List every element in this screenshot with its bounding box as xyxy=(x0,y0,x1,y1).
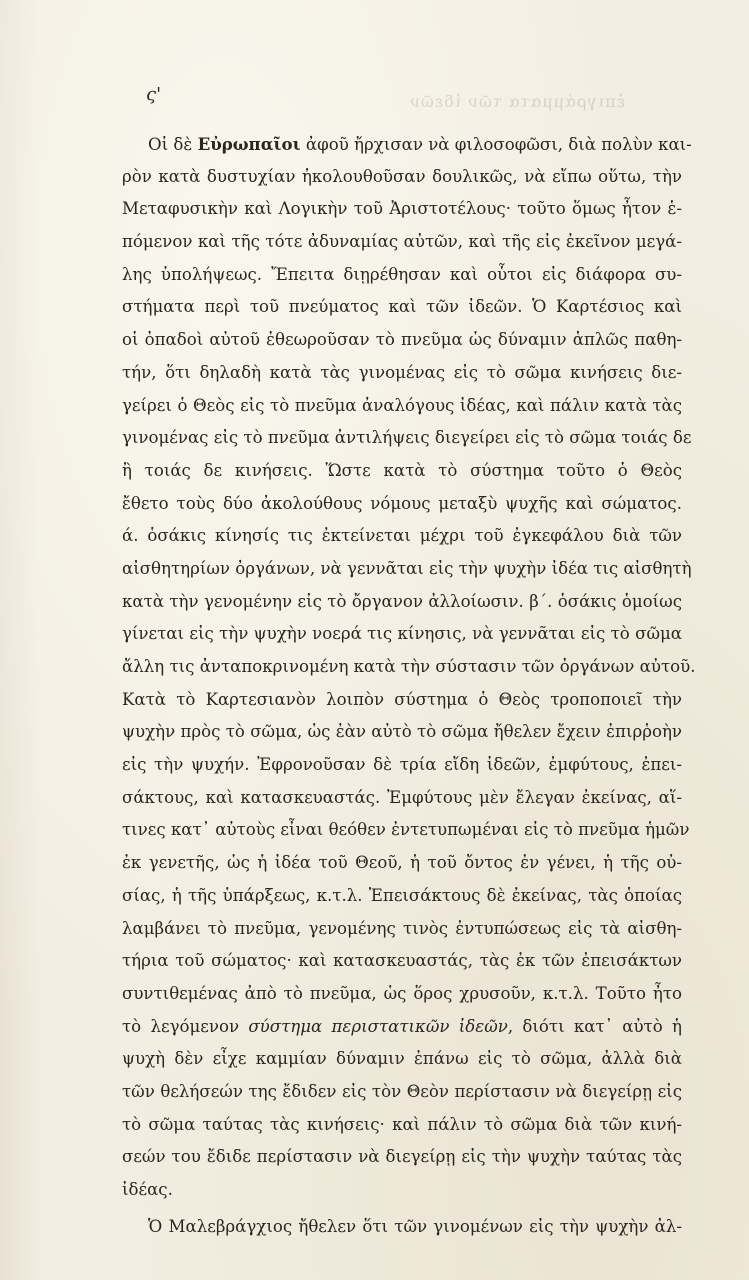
bleed-through-text: ἐπιγράμματα τῶν ἰδεῶν xyxy=(409,92,626,111)
text-line: τινες κατ᾽ αὐτοὺς εἶναι θεόθεν ἐντετυπωμέναι εἰς τὸ πνεῦμα ἡμῶν xyxy=(122,820,690,840)
text-line: κατὰ τὴν γενομένην εἰς τὸ ὄργανον ἀλλοίωσιν. β΄. ὁσάκις ὁμοίως xyxy=(122,591,682,611)
text-line: ψυχὴ δὲν εἶχε καμμίαν δύναμιν ἐπάνω εἰς τὸ σῶμα, ἀλλὰ διὰ xyxy=(122,1049,682,1069)
text-line: Κατὰ τὸ Καρτεσιανὸν λοιπὸν σύστημα ὁ Θεὸς τροποποιεῖ τὴν xyxy=(122,689,682,709)
text-line: ἄλλη τις ἀνταποκρινομένη κατὰ τὴν σύστασιν τῶν ὀργάνων αὐτοῦ. xyxy=(122,657,696,676)
text-line: τήν, ὅτι δηλαδὴ κατὰ τὰς γινομένας εἰς τὸ σῶμα κινήσεις διε- xyxy=(122,362,682,382)
text-line: Οἱ δὲ Εὐρωπαῖοι ἀφοῦ ἤρχισαν νὰ φιλοσοφῶσι, διὰ πολὺν και- xyxy=(148,134,692,154)
text-line: γείρει ὁ Θεὸς εἰς τὸ πνεῦμα ἀναλόγους ἰδέας, καὶ πάλιν κατὰ τὰς xyxy=(122,395,682,415)
text-line: πόμενον καὶ τῆς τότε ἀδυναμίας αὐτῶν, καὶ τῆς εἰς ἐκεῖνον μεγά- xyxy=(122,232,682,252)
text-line: σίας, ἡ τῆς ὑπάρξεως, κ.τ.λ. Ἐπεισάκτους δὲ ἐκείνας, τὰς ὁποίας xyxy=(122,885,682,905)
italic-term: σύστημα περιστατικῶν ἰδεῶν xyxy=(248,1016,508,1036)
text-line: αἰσθητηρίων ὀργάνων, νὰ γεννᾶται εἰς τὴν ψυχὴν ἰδέα τις αἰσθητὴ xyxy=(122,558,692,578)
text-line: ἔθετο τοὺς δύο ἀκολούθους νόμους μεταξὺ ψυχῆς καὶ σώματος. xyxy=(122,493,682,513)
text-line: ἢ τοιάς δε κινήσεις. Ὥστε κατὰ τὸ σύστημα τοῦτο ὁ Θεὸς xyxy=(122,460,682,480)
body-text xyxy=(122,128,696,1243)
text-line: Ὁ Μαλεβράγχιος ἤθελεν ὅτι τῶν γινομένων εἰς τὴν ψυχὴν ἀλ- xyxy=(148,1216,682,1236)
text-line: στήματα περὶ τοῦ πνεύματος καὶ τῶν ἰδεῶν. Ὁ Καρτέσιος καὶ xyxy=(122,297,682,317)
text-line: ἰδέας. xyxy=(122,1180,173,1199)
text-line: συντιθεμένας ἀπὸ τὸ πνεῦμα, ὡς ὅρος χρυσοῦν, κ.τ.λ. Τοῦτο ἦτο xyxy=(122,983,682,1003)
text-line: εἰς τὴν ψυχήν. Ἐφρονοῦσαν δὲ τρία εἴδη ἰδεῶν, ἐμφύτους, ἐπει- xyxy=(122,755,682,775)
text-line: σάκτους, καὶ κατασκευαστάς. Ἐμφύτους μὲν ἔλεγαν ἐκείνας, αἵ- xyxy=(122,787,682,807)
text-line: γίνεται εἰς τὴν ψυχὴν νοερά τις κίνησις, νὰ γεννᾶται εἰς τὸ σῶμα xyxy=(122,624,682,644)
text-line: λαμβάνει τὸ πνεῦμα, γενομένης τινὸς ἐντυπώσεως εἰς τὰ αἰσθη- xyxy=(122,918,682,938)
text-line: σεών του ἔδιδε περίστασιν νὰ διεγείρῃ εἰς τὴν ψυχὴν ταύτας τὰς xyxy=(122,1147,682,1167)
page-number: ς' xyxy=(146,84,162,105)
text-line: ρὸν κατὰ δυστυχίαν ἠκολουθοῦσαν δουλικῶς, νὰ εἴπω οὕτω, τὴν xyxy=(122,166,682,186)
text-line: ἐκ γενετῆς, ὡς ἡ ἰδέα τοῦ Θεοῦ, ἡ τοῦ ὄντος ἐν γένει, ἡ τῆς οὐ- xyxy=(122,853,682,873)
text-line: Μεταφυσικὴν καὶ Λογικὴν τοῦ Ἀριστοτέλους· τοῦτο ὅμως ἦτον ἑ- xyxy=(122,199,682,219)
text-line: τὸ λεγόμενον σύστημα περιστατικῶν ἰδεῶν, διότι κατ᾽ αὐτὸ ἡ xyxy=(122,1016,682,1036)
text-line: ψυχὴν πρὸς τὸ σῶμα, ὡς ἐὰν αὐτὸ τὸ σῶμα ἤθελεν ἔχειν ἐπιρῥοὴν xyxy=(122,722,682,742)
text-line: οἱ ὀπαδοὶ αὐτοῦ ἐθεωροῦσαν τὸ πνεῦμα ὡς δύναμιν ἁπλῶς παθη- xyxy=(122,330,682,350)
text-line: γινομένας εἰς τὸ πνεῦμα ἀντιλήψεις διεγείρει εἰς τὸ σῶμα τοιάς δε xyxy=(122,428,692,448)
text-line: τήρια τοῦ σώματος· καὶ κατασκευαστάς, τὰς ἐκ τῶν ἐπεισάκτων xyxy=(122,951,682,971)
text-line: ά. ὁσάκις κίνησίς τις ἐκτείνεται μέχρι τοῦ ἐγκεφάλου διὰ τῶν xyxy=(122,526,682,546)
text-line: τὸ σῶμα ταύτας τὰς κινήσεις· καὶ πάλιν τὸ σῶμα διὰ τῶν κινή- xyxy=(122,1114,682,1134)
text-line: τῶν θελήσεών της ἔδιδεν εἰς τὸν Θεὸν περίστασιν νὰ διεγείρῃ εἰς xyxy=(122,1081,682,1101)
emphasized-word: Εὐρωπαῖοι xyxy=(197,134,301,154)
text-line: λης ὑπολήψεως. Ἔπειτα διῃρέθησαν καὶ οὗτοι εἰς διάφορα συ- xyxy=(122,264,682,284)
